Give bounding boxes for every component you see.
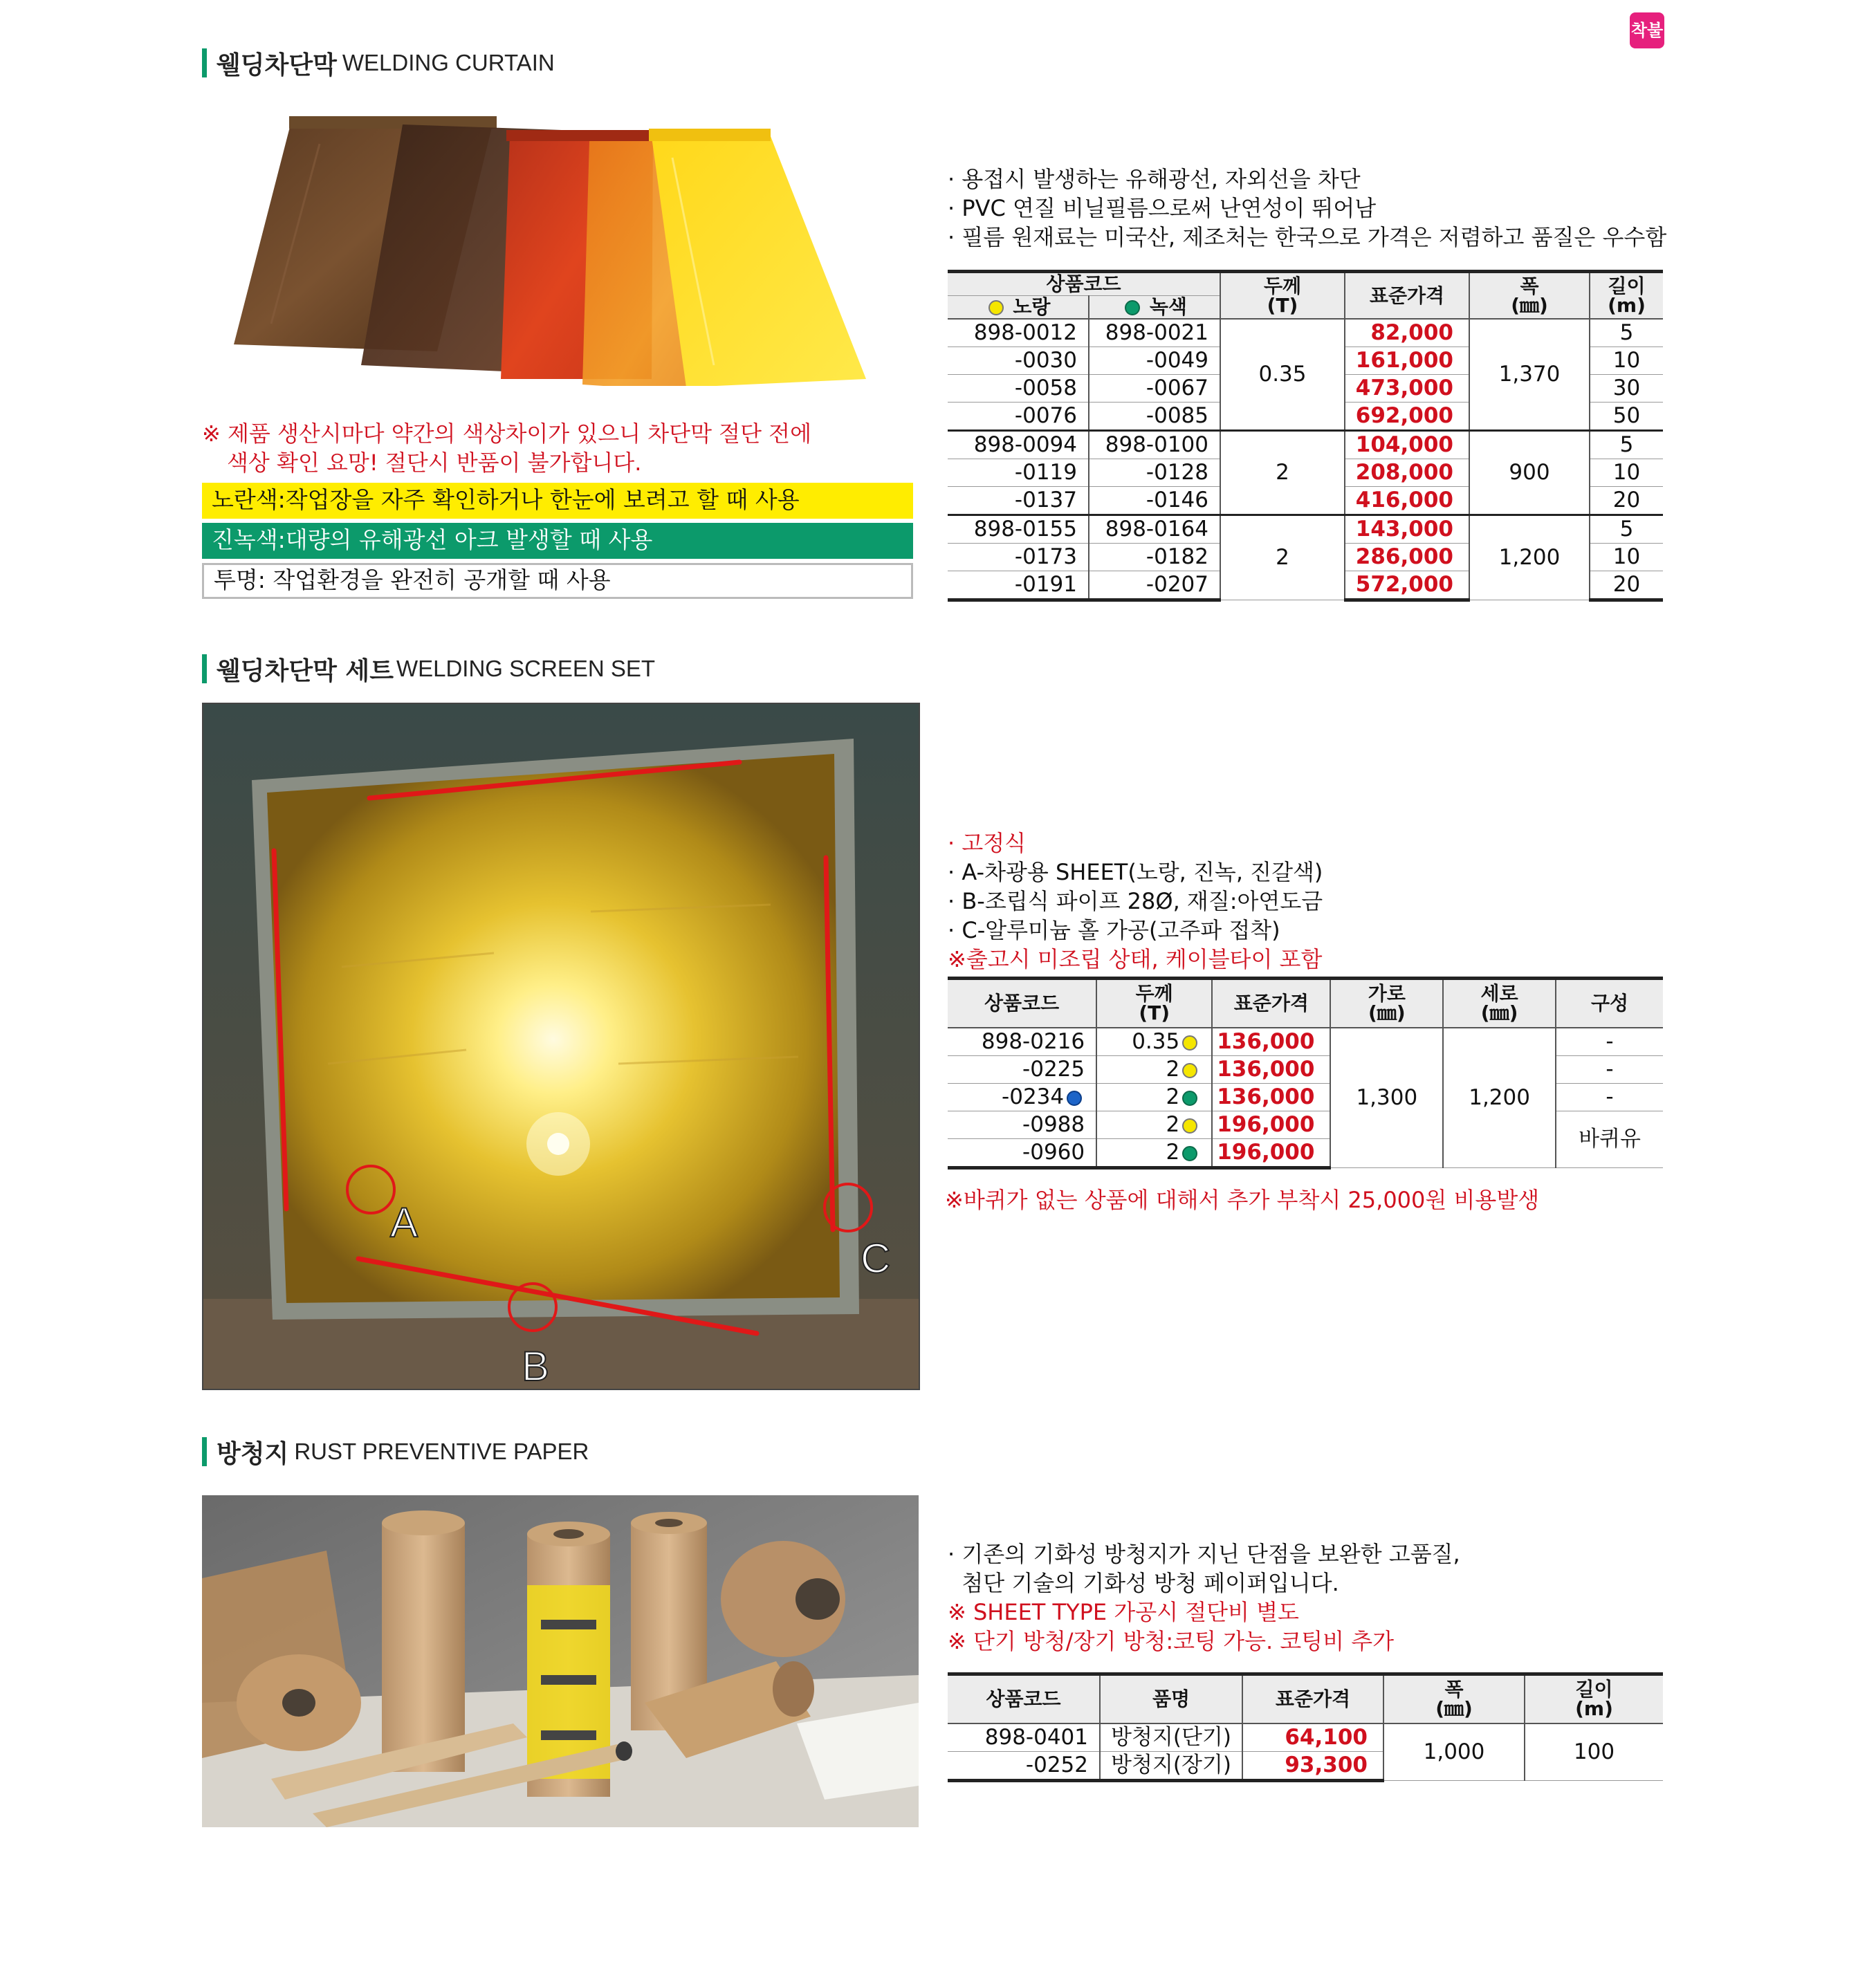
price-cell: 64,100 [1242,1723,1383,1752]
code-green: 898-0100 [1089,431,1220,459]
green-dot-icon [1182,1091,1197,1106]
price-cell: 196,000 [1212,1111,1330,1139]
thickness-cell: 0.35 [1096,1028,1212,1056]
usage-yellow: 노란색:작업장을 자주 확인하거나 한눈에 보려고 할 때 사용 [202,483,913,519]
curtain-feature-1: · 용접시 발생하는 유해광선, 자외선을 차단 [948,166,1361,192]
code-green: -0146 [1089,487,1220,515]
color-caution-note [202,419,811,477]
code-green: -0085 [1089,403,1220,431]
section-title-bar [202,48,207,77]
length-cell: 30 [1590,375,1663,403]
code-green: 898-0164 [1089,515,1220,544]
code-cell: -0988 [948,1111,1096,1139]
header-product-code: 상품코드 [948,272,1220,296]
config-cell: - [1556,1084,1663,1111]
curtain-features [948,165,1666,252]
caution-line-2: 색상 확인 요망! 절단시 반품이 불가합니다. [227,450,642,476]
config-cell: 바퀴유 [1556,1111,1663,1168]
curtain-feature-2: · PVC 연질 비닐필름으로써 난연성이 뛰어남 [948,195,1377,221]
price-cell: 286,000 [1345,544,1469,571]
paper-feature-1: · 기존의 기화성 방청지가 지닌 단점을 보완한 고품질, [948,1541,1460,1567]
price-cell: 143,000 [1345,515,1469,544]
welding-curtain-photo [230,116,873,386]
yellow-dot-icon [1182,1118,1197,1134]
name-cell: 방청지(단기) [1100,1723,1242,1752]
code-cell: -0225 [948,1056,1096,1084]
section-title-en: WELDING CURTAIN [342,50,555,75]
thickness-cell: 2 [1096,1111,1212,1139]
code-yellow: -0030 [948,347,1089,375]
screen-feature-1: · 고정식 [948,830,1027,856]
thickness-cell: 0.35 [1220,319,1345,431]
length-cell: 10 [1590,459,1663,487]
length-cell: 10 [1590,544,1663,571]
usage-transparent: 투명: 작업환경을 완전히 공개할 때 사용 [202,563,913,599]
paper-price-table [948,1672,1663,1782]
length-cell: 5 [1590,431,1663,459]
header-green: 녹색 [1089,296,1220,320]
green-dot-icon [1182,1146,1197,1161]
price-cell: 82,000 [1345,319,1469,347]
welding-screen-photo [202,703,920,1390]
length-cell: 50 [1590,403,1663,431]
section-title-welding-curtain [202,47,555,79]
header-height: 세로 (㎜) [1443,979,1556,1028]
thickness-cell: 2 [1220,431,1345,515]
code-yellow: -0191 [948,571,1089,600]
paper-feature-2: 첨단 기술의 기화성 방청 페이퍼입니다. [948,1570,1339,1596]
green-dot-icon [1125,300,1140,315]
price-cell: 416,000 [1345,487,1469,515]
price-cell: 692,000 [1345,403,1469,431]
width-cell: 1,200 [1469,515,1590,600]
section-title-bar [202,654,207,683]
table-row [948,431,1663,459]
header-name: 품명 [1100,1674,1242,1724]
header-thickness: 두께 (T) [1096,979,1212,1028]
price-cell: 208,000 [1345,459,1469,487]
table-row [948,1056,1663,1084]
code-cell: -0252 [948,1752,1100,1781]
price-cell: 161,000 [1345,347,1469,375]
price-cell: 104,000 [1345,431,1469,459]
section-title-bar [202,1437,207,1466]
header-length: 길이 (m) [1525,1674,1663,1724]
code-green: 898-0021 [1089,319,1220,347]
curtain-price-table [948,270,1663,602]
code-yellow: -0137 [948,487,1089,515]
code-yellow: 898-0094 [948,431,1089,459]
table-row [948,319,1663,347]
paper-note-1: ※ SHEET TYPE 가공시 절단비 별도 [948,1599,1299,1625]
code-green: -0207 [1089,571,1220,600]
code-green: -0128 [1089,459,1220,487]
code-yellow: -0173 [948,544,1089,571]
price-cell: 572,000 [1345,571,1469,600]
blue-dot-icon [1067,1091,1082,1106]
section-title-en: WELDING SCREEN SET [396,656,656,681]
label-a: A [390,1199,419,1246]
header-price: 표준가격 [1212,979,1330,1028]
code-green: -0182 [1089,544,1220,571]
header-yellow: 노랑 [948,296,1089,320]
screen-price-table [948,977,1663,1170]
section-title-ko: 웰딩차단막 세트 [217,656,394,685]
length-cell: 20 [1590,487,1663,515]
width-cell: 1,300 [1330,1028,1443,1168]
section-title-ko: 웰딩차단막 [217,50,337,80]
price-cell: 136,000 [1212,1056,1330,1084]
code-yellow: -0058 [948,375,1089,403]
price-cell: 196,000 [1212,1139,1330,1168]
width-cell: 900 [1469,431,1590,515]
section-title-ko: 방청지 [217,1439,289,1468]
header-price: 표준가격 [1345,272,1469,320]
header-width: 가로 (㎜) [1330,979,1443,1028]
section-title-rust-preventive-paper [202,1436,589,1468]
label-c: C [861,1235,891,1282]
name-cell: 방청지(장기) [1100,1752,1242,1781]
label-b: B [522,1343,550,1389]
width-cell: 1,000 [1383,1723,1525,1781]
header-thickness: 두께 (T) [1220,272,1345,320]
header-width: 폭 (㎜) [1383,1674,1525,1724]
section-title-welding-screen-set [202,653,655,685]
thickness-cell: 2 [1220,515,1345,600]
thickness-cell: 2 [1096,1084,1212,1111]
yellow-dot-icon [988,300,1004,315]
rust-paper-photo [202,1495,919,1827]
length-cell: 100 [1525,1723,1663,1781]
length-cell: 20 [1590,571,1663,600]
height-cell: 1,200 [1443,1028,1556,1168]
screen-feature-note: ※출고시 미조립 상태, 케이블타이 포함 [948,946,1323,972]
code-green: -0067 [1089,375,1220,403]
code-yellow: -0076 [948,403,1089,431]
config-cell: - [1556,1028,1663,1056]
code-yellow: 898-0155 [948,515,1089,544]
thickness-cell: 2 [1096,1139,1212,1168]
price-cell: 136,000 [1212,1084,1330,1111]
paper-features [948,1540,1460,1656]
yellow-dot-icon [1182,1063,1197,1078]
section-title-en: RUST PREVENTIVE PAPER [294,1439,589,1464]
caution-line-1: ※ 제품 생산시마다 약간의 색상차이가 있으니 차단막 절단 전에 [202,420,811,447]
header-product-code: 상품코드 [948,979,1096,1028]
table-row [948,1723,1663,1752]
table-row [948,1111,1663,1139]
code-cell: -0960 [948,1139,1096,1168]
paper-note-2: ※ 단기 방청/장기 방청:코팅 가능. 코팅비 추가 [948,1628,1395,1654]
table-row [948,1028,1663,1056]
width-cell: 1,370 [1469,319,1590,431]
usage-dark-green: 진녹색:대량의 유해광선 아크 발생할 때 사용 [202,523,913,559]
cod-badge: 착불 [1630,12,1664,48]
curtain-feature-3: · 필름 원재료는 미국산, 제조처는 한국으로 가격은 저렴하고 품질은 우수함 [948,224,1667,250]
config-cell: - [1556,1056,1663,1084]
length-cell: 5 [1590,319,1663,347]
price-cell: 473,000 [1345,375,1469,403]
header-width: 폭 (㎜) [1469,272,1590,320]
length-cell: 5 [1590,515,1663,544]
code-cell: -0234 [948,1084,1096,1111]
header-price: 표준가격 [1242,1674,1383,1724]
header-length: 길이 (m) [1590,272,1663,320]
table-row [948,1084,1663,1111]
code-yellow: 898-0012 [948,319,1089,347]
wheel-addon-note: ※바퀴가 없는 상품에 대해서 추가 부착시 25,000원 비용발생 [945,1187,1540,1213]
yellow-dot-icon [1182,1035,1197,1051]
code-green: -0049 [1089,347,1220,375]
length-cell: 10 [1590,347,1663,375]
price-cell: 136,000 [1212,1028,1330,1056]
price-cell: 93,300 [1242,1752,1383,1781]
header-config: 구성 [1556,979,1663,1028]
code-cell: 898-0401 [948,1723,1100,1752]
screen-feature-2: · A-차광용 SHEET(노랑, 진녹, 진갈색) [948,859,1323,885]
screen-features [948,829,1323,974]
header-product-code: 상품코드 [948,1674,1100,1724]
screen-feature-3: · B-조립식 파이프 28Ø, 재질:아연도금 [948,888,1323,914]
code-cell: 898-0216 [948,1028,1096,1056]
screen-feature-4: · C-알루미늄 홀 가공(고주파 접착) [948,917,1280,943]
code-yellow: -0119 [948,459,1089,487]
table-row [948,515,1663,544]
thickness-cell: 2 [1096,1056,1212,1084]
